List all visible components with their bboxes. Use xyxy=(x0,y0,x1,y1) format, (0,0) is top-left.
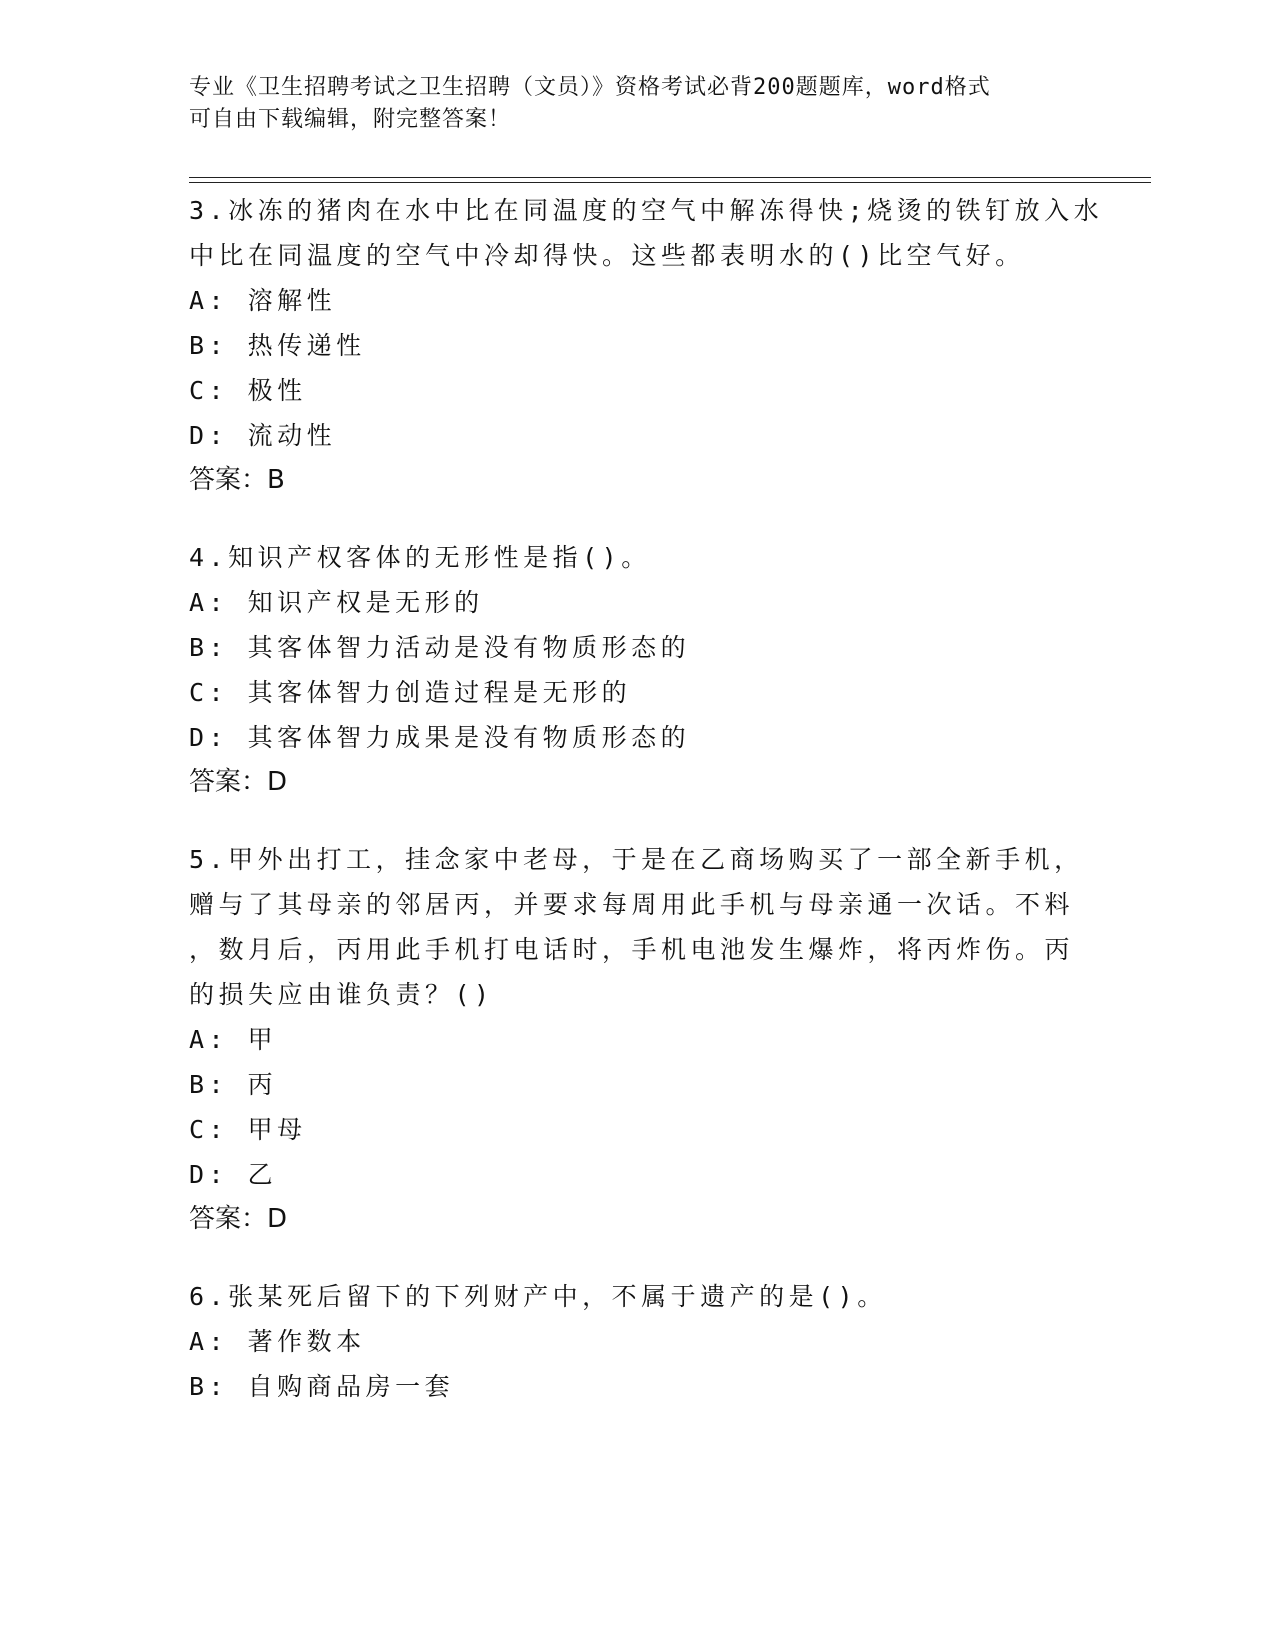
option-b: B: 热传递性 xyxy=(189,331,366,360)
option-a: A: 知识产权是无形的 xyxy=(189,588,484,617)
header-title-line-1: 专业《卫生招聘考试之卫生招聘（文员）》资格考试必背200题题库，word格式 xyxy=(189,75,991,100)
question-text-line: 3.冰冻的猪肉在水中比在同温度的空气中解冻得快;烧烫的铁钉放入水 xyxy=(189,196,1104,225)
answer-line: 答案：B xyxy=(189,465,285,495)
option-d: D: 流动性 xyxy=(189,421,337,450)
option-a: A: 著作数本 xyxy=(189,1327,366,1356)
option-c: C: 极性 xyxy=(189,376,307,405)
option-c: C: 其客体智力创造过程是无形的 xyxy=(189,678,632,707)
option-d: D: 其客体智力成果是没有物质形态的 xyxy=(189,723,691,752)
header-divider-top xyxy=(189,177,1151,178)
answer-line: 答案：D xyxy=(189,767,288,797)
question-text-line: 的损失应由谁负责？() xyxy=(189,980,494,1009)
option-a: A: 溶解性 xyxy=(189,286,337,315)
option-b: B: 其客体智力活动是没有物质形态的 xyxy=(189,633,691,662)
option-c: C: 甲母 xyxy=(189,1115,307,1144)
question-text-line: 赠与了其母亲的邻居丙，并要求每周用此手机与母亲通一次话。不料 xyxy=(189,890,1075,919)
question-list xyxy=(189,188,1104,1441)
question-6 xyxy=(189,1274,1089,1409)
question-text-line: ，数月后，丙用此手机打电话时，手机电池发生爆炸，将丙炸伤。丙 xyxy=(189,935,1075,964)
question-3 xyxy=(189,188,1104,503)
option-a: A: 甲 xyxy=(189,1025,278,1054)
question-text-line: 中比在同温度的空气中冷却得快。这些都表明水的()比空气好。 xyxy=(189,241,1025,270)
header-divider-bottom xyxy=(189,182,1151,183)
header-title-line-2: 可自由下载编辑，附完整答案！ xyxy=(189,107,512,132)
answer-line: 答案：D xyxy=(189,1204,288,1234)
question-text-line: 5.甲外出打工，挂念家中老母，于是在乙商场购买了一部全新手机， xyxy=(189,845,1084,874)
question-text-line: 4.知识产权客体的无形性是指()。 xyxy=(189,543,651,572)
question-text-line: 6.张某死后留下的下列财产中，不属于遗产的是()。 xyxy=(189,1282,887,1311)
document-header xyxy=(189,72,1089,136)
option-b: B: 丙 xyxy=(189,1070,278,1099)
question-4 xyxy=(189,535,1089,805)
option-d: D: 乙 xyxy=(189,1160,278,1189)
question-5 xyxy=(189,837,1089,1242)
option-b: B: 自购商品房一套 xyxy=(189,1372,455,1401)
